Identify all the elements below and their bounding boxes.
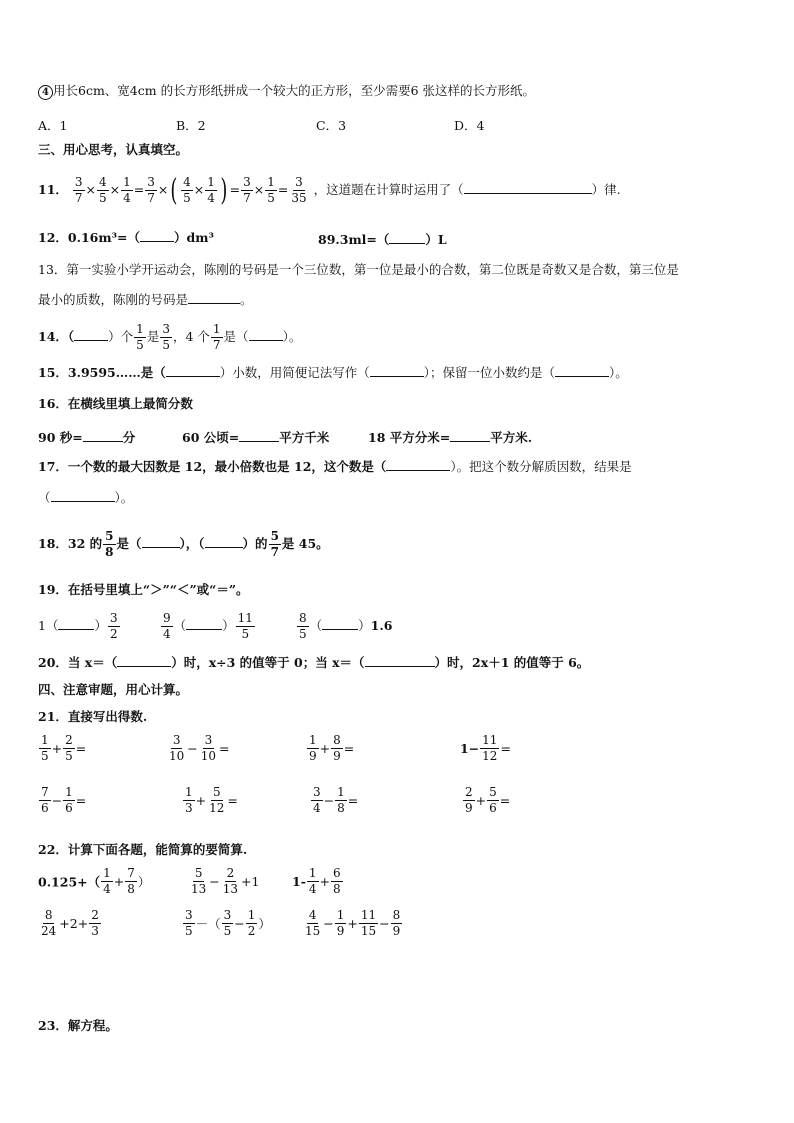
option-a[interactable]: A．1 (38, 118, 68, 133)
q11-blank[interactable] (464, 193, 592, 194)
q14-blank-a[interactable] (74, 340, 108, 341)
q22-title: 22．计算下面各题，能简算的要简算. (38, 842, 248, 857)
q20-blank-b[interactable] (365, 666, 435, 667)
q19-blank-b[interactable] (186, 629, 222, 630)
q22-item: $\frac{4}{15}$ − $\frac{1}{9}$ + $\frac{11}{15}$ − $\frac{8}{9}$ (305, 908, 401, 938)
q13-line1: 13．第一实验小学开运动会，陈刚的号码是一个三位数，第一位是最小的合数，第二位既是奇数又是合数，第三位是 (38, 262, 679, 277)
q16-title: 16．在横线里填上最简分数 (38, 396, 193, 411)
q21-item: $\frac{3}{4}$ − $\frac{1}{8}$ = (313, 785, 359, 815)
q22-item: $\frac{8}{24}$ +2+ $\frac{2}{3}$ (41, 908, 99, 938)
q19-c: $\frac{8}{5}$ （ ）1.6 (299, 611, 393, 641)
q21-item: $\frac{7}{6}$ − $\frac{1}{6}$ = (41, 785, 87, 815)
q21-row1 (38, 734, 558, 770)
q18-blank-b[interactable] (205, 547, 243, 548)
section-3-title: 三、用心思考，认真填空。 (38, 142, 189, 157)
q13-blank[interactable] (188, 303, 240, 304)
q15-blank-a[interactable] (166, 376, 220, 377)
question-number-circle: 4 (38, 85, 53, 100)
q16-blank-b[interactable] (239, 441, 279, 442)
q21-item: $\frac{1}{3}$ + $\frac{5}{12}$ = (185, 785, 238, 815)
option-d[interactable]: D．4 (454, 118, 485, 133)
q15-blank-b[interactable] (370, 376, 424, 377)
q13-line2: 最小的质数，陈刚的号码是 。 (38, 292, 253, 307)
q16-blank-c[interactable] (450, 441, 490, 442)
q16-c: 18 平方分米= 平方米. (368, 430, 533, 445)
q19-title: 19．在括号里填上“＞”“＜”或“＝”。 (38, 582, 249, 597)
q21-item: 1− $\frac{11}{12}$ = (460, 733, 511, 763)
q15: 15．3.9595……是（ ）小数，用简便记法写作（ ）；保留一位小数约是（ ）。 (38, 365, 628, 380)
q16-a: 90 秒= 分 (38, 430, 136, 445)
q22-item: $\frac{5}{13}$ − $\frac{2}{13}$ +1 (191, 866, 260, 896)
option-c[interactable]: C．3 (316, 118, 347, 133)
q22-row1 (38, 867, 438, 905)
q16-blank-a[interactable] (83, 441, 123, 442)
q22-item: 0.125+（ $\frac{1}{4}$ + $\frac{7}{8}$ ） (38, 866, 151, 896)
q20-blank-a[interactable] (117, 666, 171, 667)
q15-blank-c[interactable] (555, 376, 609, 377)
q12-blank-b[interactable] (389, 243, 425, 244)
q21-item: $\frac{1}{9}$ + $\frac{8}{9}$ = (309, 733, 355, 763)
q23-title: 23．解方程。 (38, 1018, 118, 1033)
q19-b: $\frac{9}{4}$ （ ） $\frac{11}{5}$ (163, 611, 253, 641)
q17-line1: 17．一个数的最大因数是 12，最小倍数也是 12，这个数是（ ）。把这个数分解质因数，结果是 (38, 459, 632, 474)
q11: 11． $\frac{3}{7}$ × $\frac{4}{5}$ × $\frac{1}{4}$ = $\frac{3}{7}$ ×( $\frac{4}{5}$ × $\frac{1}{4}$ ) = $\frac{3}{7}$ × $\frac{1}{5}$ = $\frac{3}{35}$ ，这道题在计算时运用了（ ）律. (38, 172, 621, 208)
q19-blank-c[interactable] (322, 629, 358, 630)
q20: 20．当 x＝（ ）时，x÷3 的值等于 0；当 x＝（ ）时，2x＋1 的值等于 6。 (38, 655, 590, 670)
q14-blank-b[interactable] (249, 340, 283, 341)
q17-blank-a[interactable] (386, 470, 450, 471)
section-4-title: 四、注意审题，用心计算。 (38, 682, 189, 697)
q12: 12．0.16m³=（ ）dm³ (38, 230, 214, 245)
q21-row2 (38, 786, 558, 822)
q18-blank-a[interactable] (142, 547, 180, 548)
prev-question-text: 用长6cm、宽4cm 的长方形纸拼成一个较大的正方形，至少需要6 张这样的长方形纸。 (53, 83, 536, 98)
q19-a: 1（ ） $\frac{3}{2}$ (38, 611, 118, 641)
q21-item: $\frac{1}{5}$ + $\frac{2}{5}$ = (41, 733, 87, 763)
q14: 14．（ ）个 $\frac{1}{5}$ 是 $\frac{3}{5}$ ，4 个 $\frac{1}{7}$ 是（ ）。 (38, 322, 302, 352)
q22-item: 1- $\frac{1}{4}$ + $\frac{6}{8}$ (292, 866, 341, 896)
q17-line2: （ ）。 (38, 490, 134, 505)
q21-title: 21．直接写出得数. (38, 709, 148, 724)
q17-blank-b[interactable] (51, 501, 115, 502)
q22-row2 (38, 909, 438, 947)
q22-item: $\frac{3}{5}$ －（ $\frac{3}{5}$ − $\frac{1}{2}$ ） (185, 908, 271, 938)
q19-blank-a[interactable] (58, 629, 94, 630)
q21-item: $\frac{2}{9}$ + $\frac{5}{6}$ = (465, 785, 511, 815)
q16-b: 60 公顷= 平方千米 (182, 430, 330, 445)
q12-b: 89.3ml=（ ）L (318, 232, 447, 247)
option-b[interactable]: B．2 (176, 118, 206, 133)
prev-question (38, 83, 535, 100)
q12-blank-a[interactable] (140, 241, 174, 242)
q18: 18．32 的 $\frac{5}{8}$ 是（ ），（ ）的 $\frac{5}{7}$ 是 45。 (38, 529, 329, 559)
q21-item: $\frac{3}{10}$ − $\frac{3}{10}$ = (169, 733, 230, 763)
